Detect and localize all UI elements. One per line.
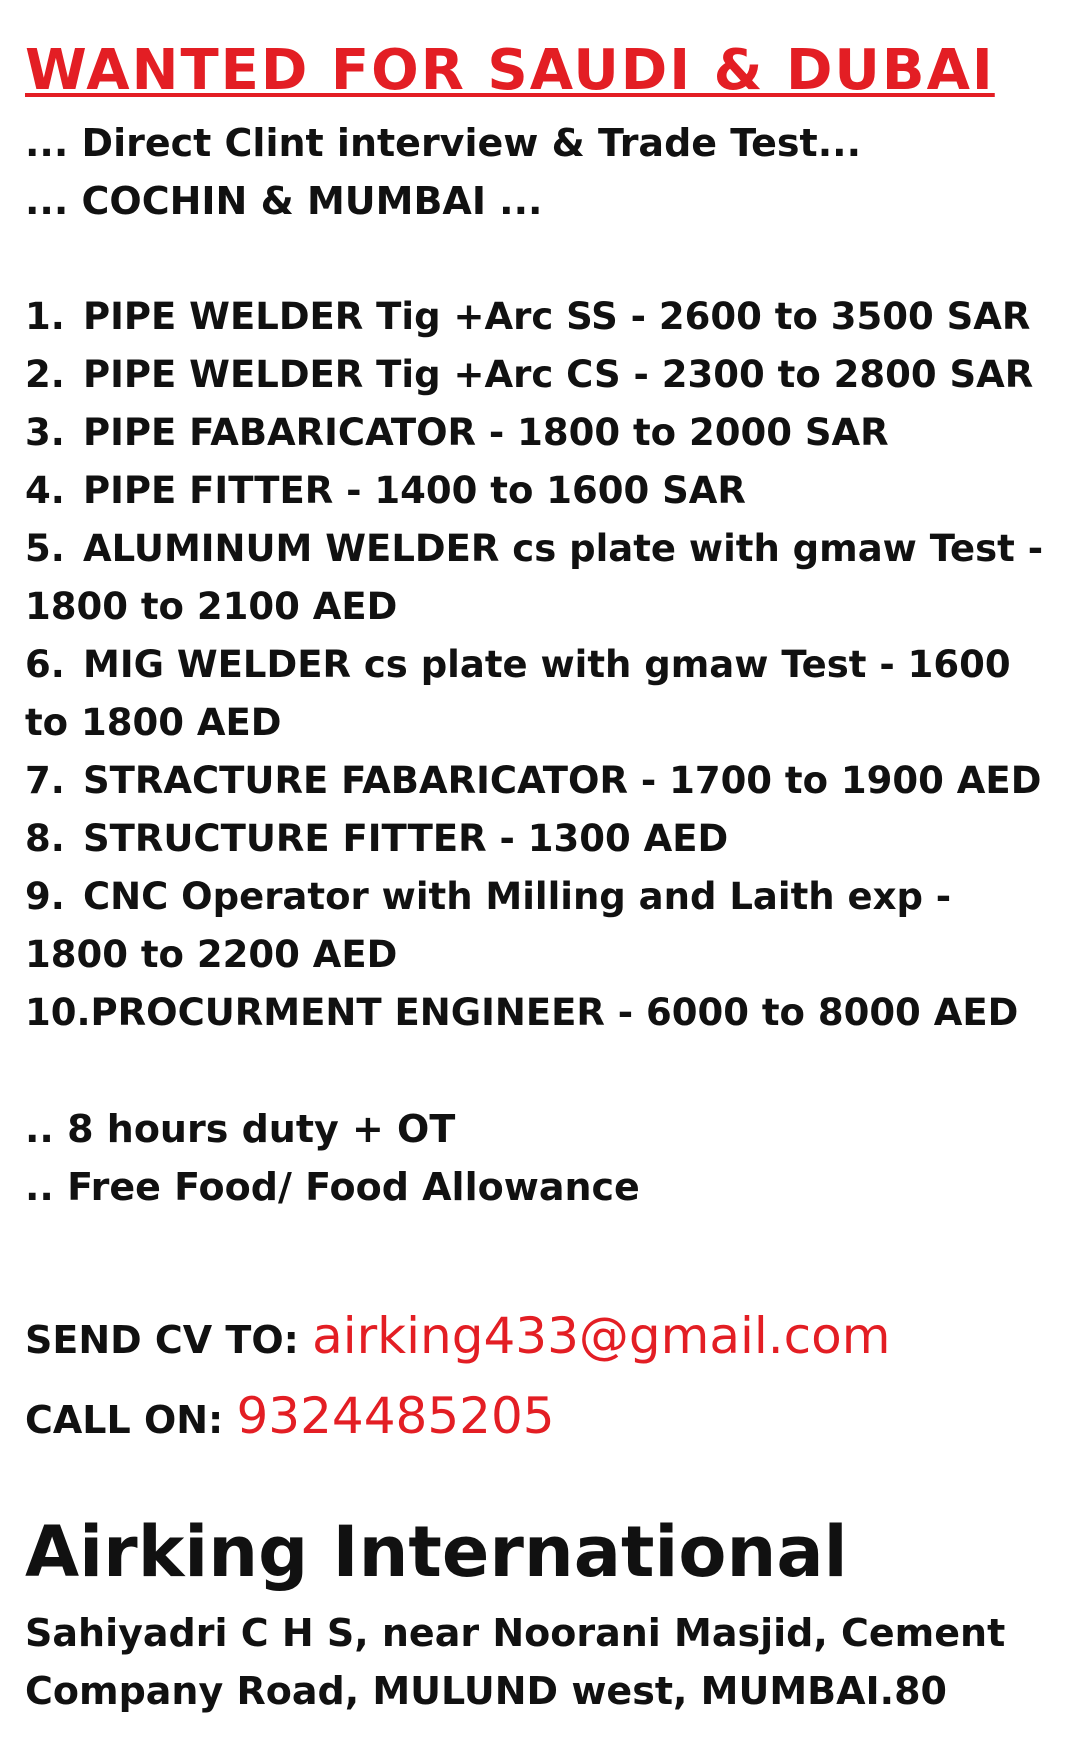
job-list [25,288,1060,1042]
job-item [25,868,1060,984]
perk-duty: .. 8 hours duty + OT [25,1106,456,1151]
job-text: PIPE WELDER Tig +Arc CS - 2300 to 2800 SAR [83,352,1034,396]
job-number: 10. [25,990,91,1034]
call-row [25,1378,1060,1458]
job-text: STRUCTURE FITTER - 1300 AED [83,816,729,860]
send-cv-label: SEND CV TO: [25,1317,313,1362]
subline-locations: ... COCHIN & MUMBAI ... [25,178,543,223]
job-number: 2. [25,352,65,396]
job-number: 7. [25,758,65,802]
job-advertisement [25,40,1060,1720]
job-item [25,810,1060,868]
job-text: PIPE FITTER - 1400 to 1600 SAR [83,468,746,512]
perks [25,1100,1060,1216]
company-address: Sahiyadri C H S, near Noorani Masjid, Cement Company Road, MULUND west, MUMBAI.80 [25,1610,1006,1713]
job-number: 6. [25,642,65,686]
job-item [25,752,1060,810]
job-number: 8. [25,816,65,860]
job-text: STRACTURE FABARICATOR - 1700 to 1900 AED [83,758,1042,802]
call-label: CALL ON: [25,1397,237,1442]
job-text: PIPE WELDER Tig +Arc SS - 2600 to 3500 SAR [83,294,1031,338]
job-item [25,520,1060,636]
job-item [25,288,1060,346]
job-text: CNC Operator with Milling and Laith exp - 1800 to 2200 AED [25,874,952,976]
phone-number[interactable]: 9324485205 [236,1386,555,1445]
job-item [25,984,1060,1042]
job-number: 3. [25,410,65,454]
job-number: 1. [25,294,65,338]
job-item [25,636,1060,752]
contact-section [25,1298,1060,1458]
perk-food: .. Free Food/ Food Allowance [25,1164,640,1209]
job-item [25,462,1060,520]
job-number: 5. [25,526,65,570]
company-name: Airking International [25,1510,848,1593]
job-number: 9. [25,874,65,918]
headline: WANTED FOR SAUDI & DUBAI [25,38,995,103]
job-text: MIG WELDER cs plate with gmaw Test - 1600 to 1800 AED [25,642,1011,744]
send-cv-row [25,1298,1060,1378]
email-link[interactable]: airking433@gmail.com [312,1306,891,1365]
job-item [25,346,1060,404]
job-text: PIPE FABARICATOR - 1800 to 2000 SAR [83,410,889,454]
job-text: ALUMINUM WELDER cs plate with gmaw Test - 1800 to 2100 AED [25,526,1044,628]
job-number: 4. [25,468,65,512]
job-text: PROCURMENT ENGINEER - 6000 to 8000 AED [90,990,1019,1034]
subline-interview: ... Direct Clint interview & Trade Test... [25,120,862,165]
job-item [25,404,1060,462]
